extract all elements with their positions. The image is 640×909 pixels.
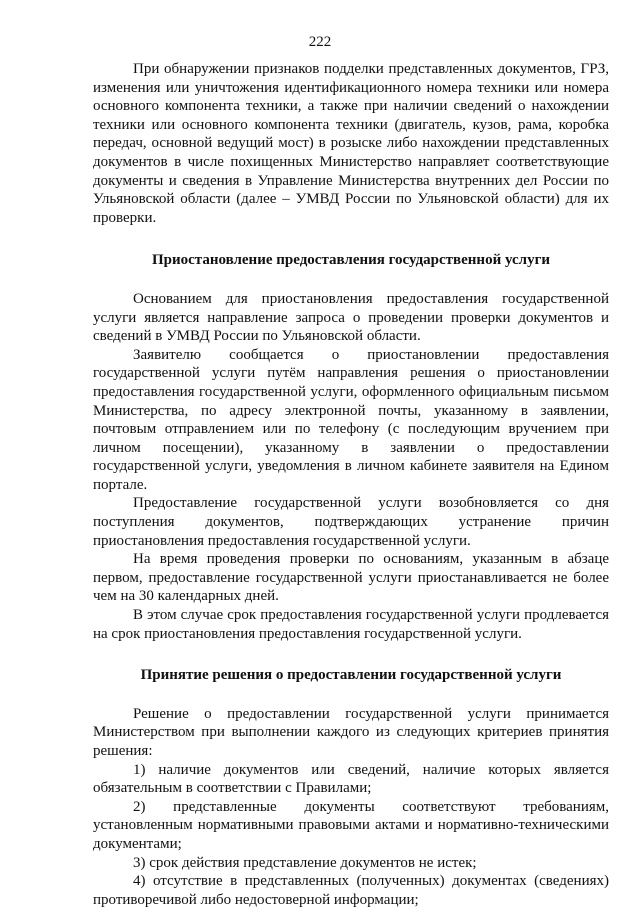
suspension-paragraph: Основанием для приостановления предоставления государственной услуги является направление запроса о проведении проверки документов и сведений в УМВД России по Ульяновской области. (93, 290, 609, 345)
suspension-paragraph: Заявителю сообщается о приостановлении предоставления государственной услуги путём направления решения о приостановлении предоставления государственной услуги, оформленного официальным письмом Министерства, по адресу электронной почты, указанному в заявлении, почтовым отправлением или по телефону (с последующим вручением при личном посещении), указанному в заявлении о предоставлении государственной услуги, уведомления в личном кабинете заявителя на Едином портале. (93, 346, 609, 493)
section-heading-decision: Принятие решения о предоставлении государственной услуги (140, 667, 562, 684)
decision-criterion: 3) срок действия представление документов не истек; (133, 854, 477, 871)
intro-paragraph: При обнаружении признаков подделки представленных документов, ГРЗ, изменения или уничтожения идентификационного номера техники или номера основного компонента техники, а также при наличии сведений о нахождении техники или основного компонента техники (двигатель, кузов, рама, коробка передач, основной ведущий мост) в розыске либо нахождении представленных документов в числе похищенных Министерство направляет соответствующие документы и сведения в Управление Министерства внутренних дел России по Ульяновской области (далее – УМВД России по Ульяновской области) для их проверки. (93, 61, 609, 226)
suspension-paragraph: В этом случае срок предоставления государственной услуги продлевается на срок приостановления предоставления государственной услуги. (93, 607, 609, 642)
decision-criterion: 4) отсутствие в представленных (полученных) документах (сведениях) противоречивой либо недостоверной информации; (93, 873, 609, 908)
document-body (93, 60, 609, 909)
section-heading-suspension: Приостановление предоставления государственной услуги (151, 252, 551, 269)
section-suspension-body (93, 290, 609, 643)
decision-criterion: 2) представленные документы соответствуют требованиям, установленным нормативными правовыми актами и нормативно-техническими документами; (93, 798, 609, 852)
section-decision-body (93, 705, 609, 909)
decision-paragraph: Решение о предоставлении государственной услуги принимается Министерством при выполнении каждого из следующих критериев принятия решения: (93, 705, 609, 759)
decision-criterion: 1) наличие документов или сведений, наличие которых является обязательным в соответствии с Правилами; (93, 761, 609, 797)
page-number: 222 (308, 34, 332, 50)
suspension-paragraph: На время проведения проверки по основаниям, указанным в абзаце первом, предоставление государственной услуги приостанавливается не более чем на 30 календарных дней. (93, 551, 609, 605)
suspension-paragraph: Предоставление государственной услуги возобновляется со дня поступления документов, подтверждающих устранение причин приостановления предоставления государственной услуги. (93, 495, 609, 549)
